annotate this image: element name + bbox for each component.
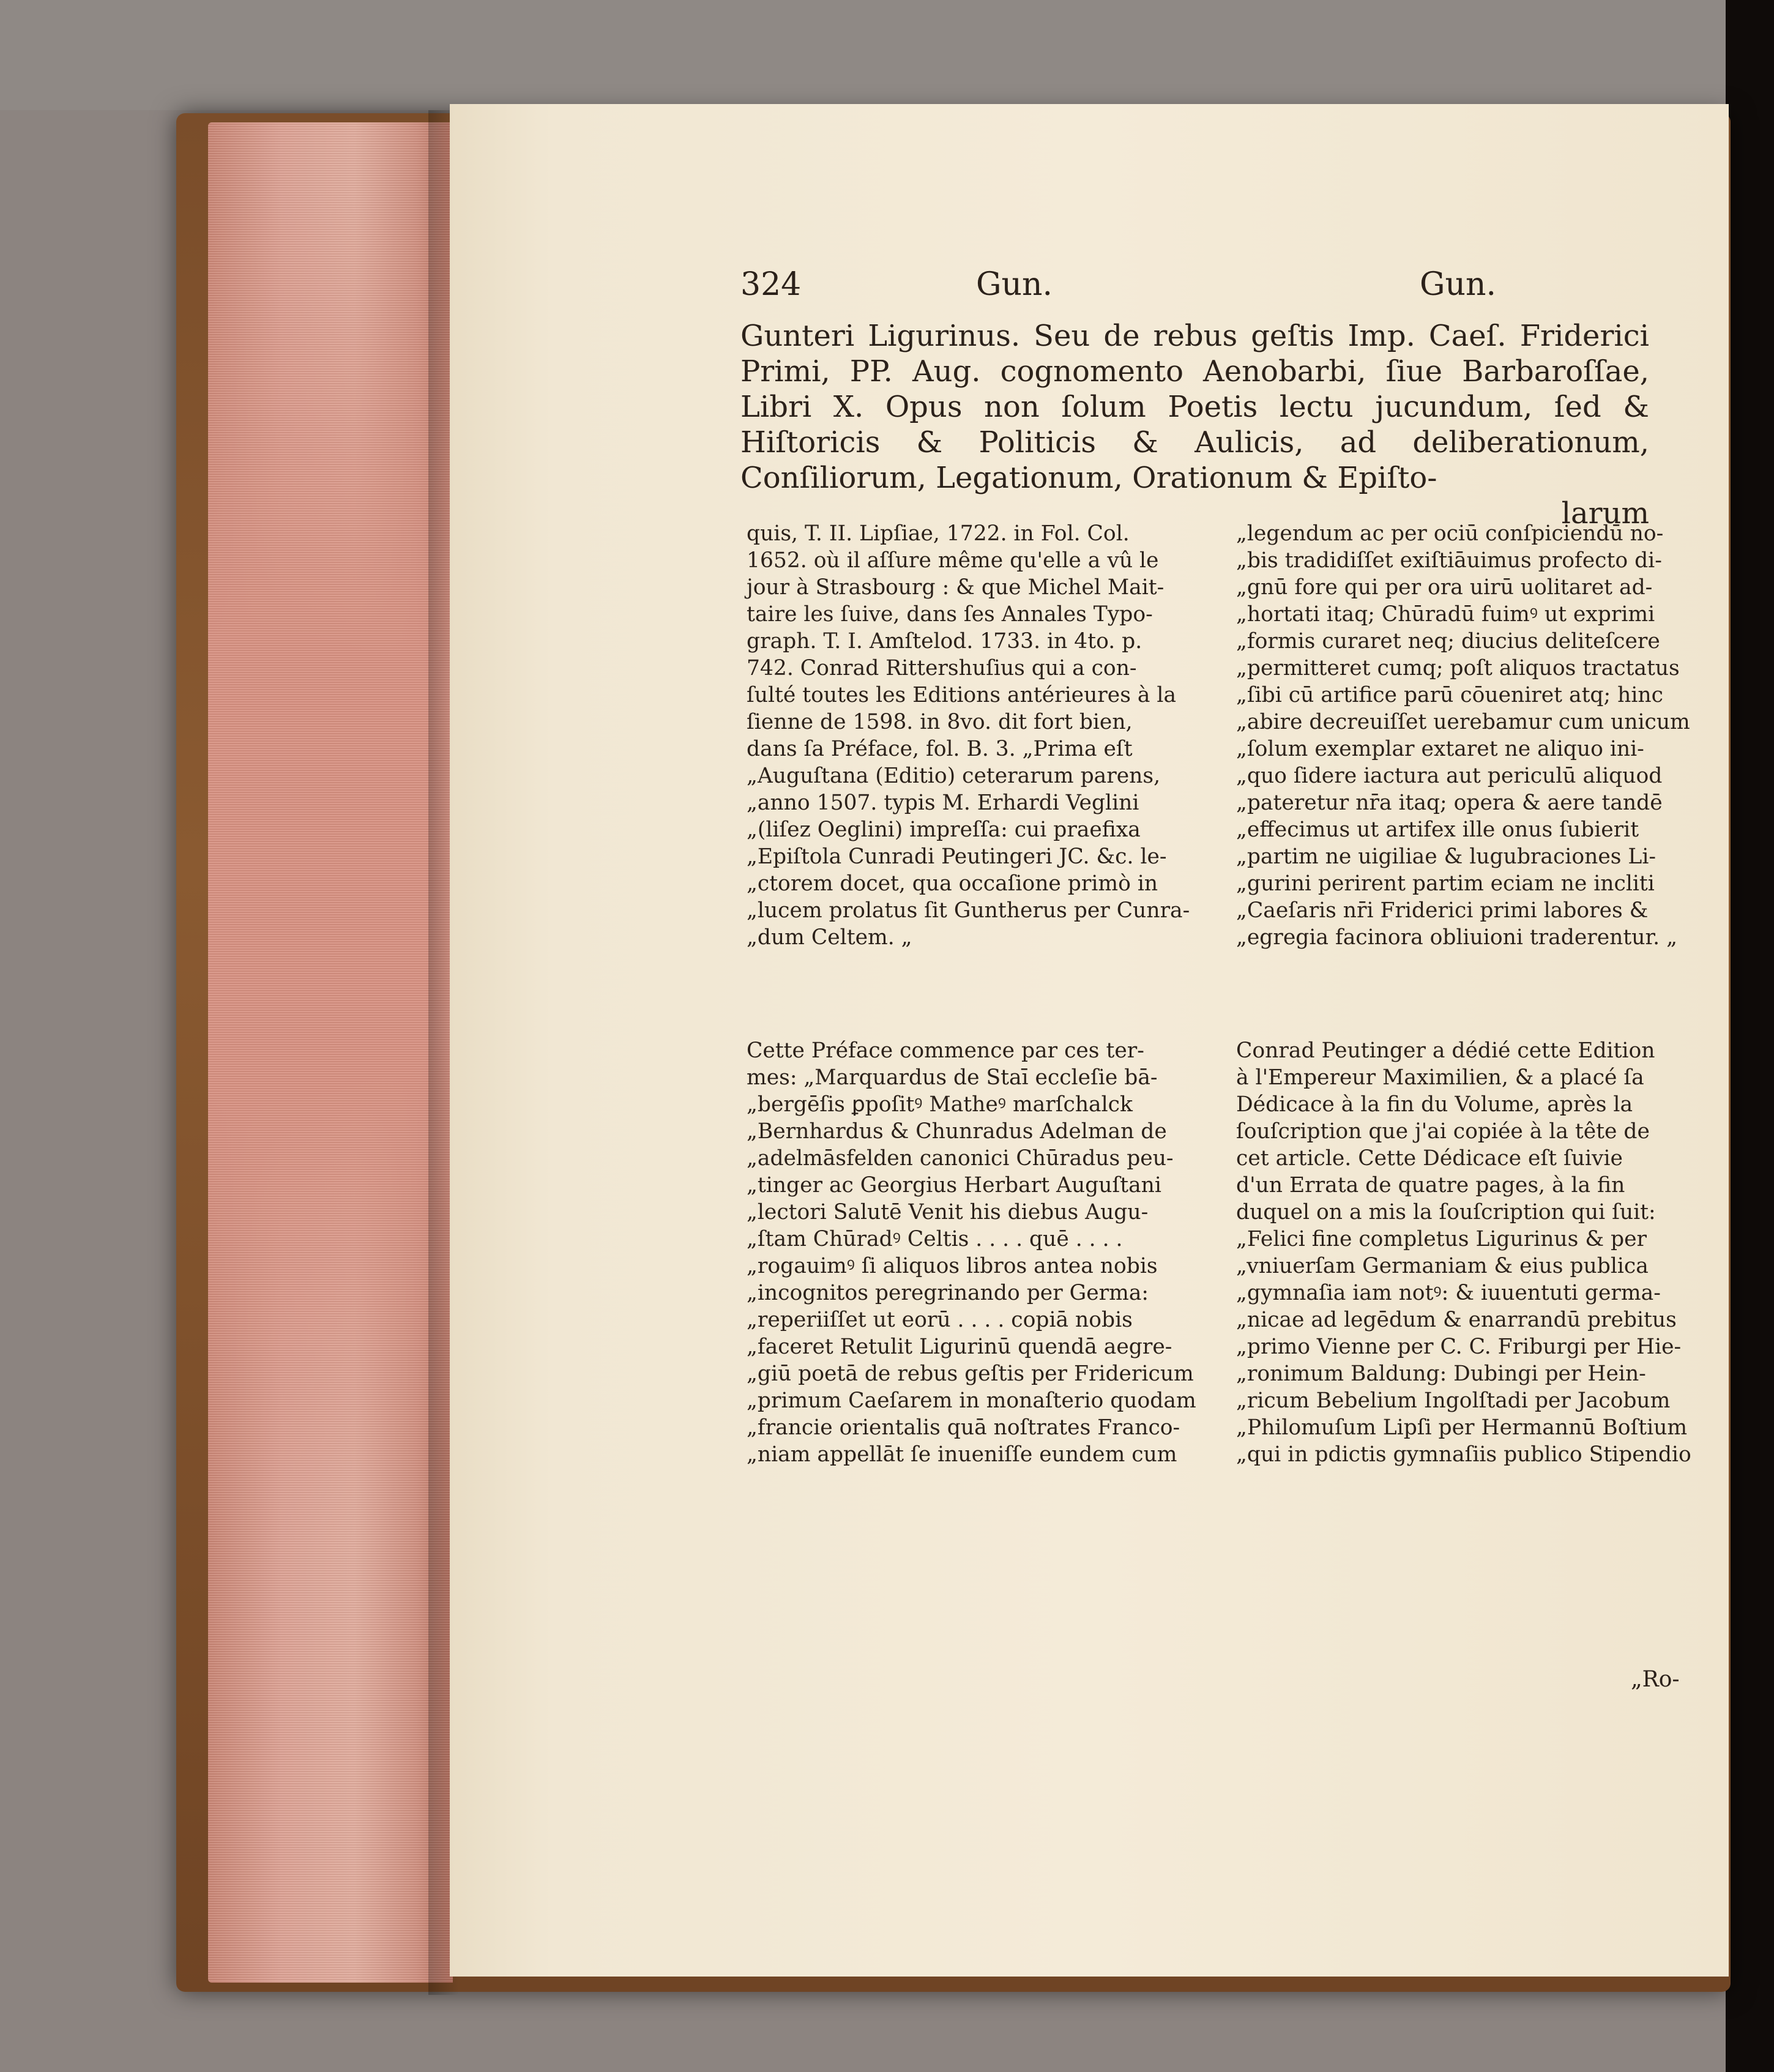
text-line: „qui in pdictis gymnaſiis publico Stipendio [1236, 1442, 1691, 1467]
text-line: „gnū fore qui per ora uirū uolitaret ad- [1236, 575, 1653, 600]
photo-backdrop-top [0, 0, 1774, 110]
text-line: „ſtam Chūradꝰ Celtis . . . . quē . . . . [747, 1227, 1123, 1251]
text-line: „formis curaret neq; diucius deliteſcere [1236, 629, 1660, 654]
text-line: „pateretur nr̄a itaq; opera & aere tandē [1236, 791, 1663, 815]
entry-title-line: Gunteri Ligurinus. Seu de rebus geſtis Imp. Caeſ. Friderici Primi, [740, 319, 1649, 389]
right-column-top [1236, 520, 1690, 951]
text-line: duquel on a mis la ſouſcription qui ſuit: [1236, 1200, 1656, 1224]
text-line: „tinger ac Georgius Herbart Auguſtani [747, 1173, 1161, 1198]
text-line: „primo Vienne per C. C. Friburgi per Hie- [1236, 1335, 1682, 1359]
entry-title-line: ad deliberationum, Conſiliorum, Legationum, Orationum & Epiſto- [740, 425, 1649, 495]
text-line: „bis tradidiſſet exiſtiāuimus profecto di- [1236, 548, 1662, 573]
text-line: „reperiiſſet ut eorū . . . . copiā nobis [747, 1308, 1133, 1332]
text-line: „rogauimꝰ ſi aliquos libros antea nobis [747, 1254, 1158, 1278]
text-line: „adelmāsfelden canonici Chūradus peu- [747, 1146, 1174, 1171]
entry-title-line: ſolum Poetis lectu jucundum, ſed & Hiſtoricis & Politicis & Aulicis, [740, 390, 1649, 460]
text-line: „legendum ac per ociū conſpiciendū no- [1236, 521, 1664, 546]
text-line: „francie orientalis quā noſtrates Franco- [747, 1415, 1180, 1440]
text-line: Conrad Peutinger a dédié cette Edition [1236, 1038, 1655, 1063]
text-line: jour à Strasbourg : & que Michel Mait- [747, 575, 1165, 600]
text-line: „partim ne uigiliae & lugubraciones Li- [1236, 844, 1657, 869]
text-line: „bergēſis ꝑpoſitꝰ Matheꝰ marſchalck [747, 1092, 1133, 1117]
text-line: „gymnaſia iam notꝰ: & iuuentuti germa- [1236, 1281, 1661, 1305]
text-line: ſienne de 1598. in 8vo. dit fort bien, [747, 710, 1133, 734]
text-line: mes: „Marquardus de Staī eccleſie bā- [747, 1065, 1158, 1090]
photo-backdrop-right [1726, 0, 1774, 2072]
text-line: „anno 1507. typis M. Erhardi Veglini [747, 791, 1139, 815]
text-line: „ſolum exemplar extaret ne aliquo ini- [1236, 737, 1644, 761]
page-number: 324 [740, 266, 802, 303]
entry-title-line: PP. Aug. cognomento Aenobarbi, ſiue Barbaroſſae, Libri X. Opus non [740, 354, 1649, 424]
text-line: „(liſez Oeglini) impreſſa: cui praefixa [747, 818, 1141, 842]
catchword: „Ro- [1631, 1667, 1680, 1692]
text-line: „abire decreuiſſet uerebamur cum unicum [1236, 710, 1690, 734]
text-line: „permitteret cumq; poſt aliquos tractatus [1236, 656, 1680, 680]
running-head-left: Gun. [976, 266, 1053, 303]
text-line: „hortati itaq; Chūradū fuimꝰ ut exprimi [1236, 602, 1655, 627]
text-line: Dédicace à la fin du Volume, après la [1236, 1092, 1633, 1117]
entry-title [740, 318, 1649, 531]
text-line: cet article. Cette Dédicace eſt ſuivie [1236, 1146, 1623, 1171]
text-line: „giū poetā de rebus geſtis per Fridericum [747, 1362, 1194, 1386]
text-line: „quo ſidere iactura aut periculū aliquod [1236, 764, 1663, 788]
text-line: „ſibi cū artifice parū cōueniret atq; hinc [1236, 683, 1663, 707]
right-column-bottom [1236, 1037, 1691, 1468]
text-line: „Felici fine completus Ligurinus & per [1236, 1227, 1647, 1251]
text-line: „ronimum Baldung: Dubingi per Hein- [1236, 1362, 1646, 1386]
text-line: „gurini perirent partim eciam ne incliti [1236, 871, 1655, 896]
text-line: „Epiſtola Cunradi Peutingeri JC. &c. le- [747, 844, 1167, 869]
text-line: „ctorem docet, qua occaſione primò in [747, 871, 1158, 896]
text-line: „Philomuſum Lipſi per Hermannū Boſtium [1236, 1415, 1688, 1440]
text-line: „vniuerſam Germaniam & eius publica [1236, 1254, 1649, 1278]
left-column-top [747, 520, 1190, 951]
text-line: „nicae ad legēdum & enarrandū prebitus [1236, 1308, 1677, 1332]
text-line: „Caeſaris nr̄i Friderici primi labores & [1236, 898, 1649, 923]
text-line: ſulté toutes les Editions antérieures à la [747, 683, 1177, 707]
text-line: „egregia facinora obliuioni traderentur. „ [1236, 925, 1677, 950]
text-line: 742. Conrad Rittershuſius qui a con- [747, 656, 1137, 680]
text-line: „Auguſtana (Editio) ceterarum parens, [747, 764, 1161, 788]
text-line: quis, T. II. Lipſiae, 1722. in Fol. Col. [747, 521, 1130, 546]
text-line: „Bernhardus & Chunradus Adelman de [747, 1119, 1167, 1144]
text-line: „niam appellāt ſe inueniſſe eundem cum [747, 1442, 1177, 1467]
text-line: graph. T. I. Amſtelod. 1733. in 4to. p. [747, 629, 1142, 654]
left-column-bottom [747, 1037, 1196, 1468]
text-line: „faceret Retulit Ligurinū quendā aegre- [747, 1335, 1172, 1359]
text-line: „dum Celtem. „ [747, 925, 912, 950]
text-line: „lectori Salutē Venit his diebus Augu- [747, 1200, 1149, 1224]
entry-title-line: larum [1561, 496, 1649, 531]
text-line: „incognitos peregrinando per Germa: [747, 1281, 1149, 1305]
text-line: Cette Préface commence par ces ter- [747, 1038, 1144, 1063]
text-line: „lucem prolatus ſit Guntherus per Cunra- [747, 898, 1190, 923]
text-line: d'un Errata de quatre pages, à la fin [1236, 1173, 1625, 1198]
text-line: à l'Empereur Maximilien, & a placé ſa [1236, 1065, 1644, 1090]
page-edges [208, 122, 453, 1983]
text-line: 1652. où il aſſure même qu'elle a vû le [747, 548, 1159, 573]
text-line: „effecimus ut artifex ille onus ſubierit [1236, 818, 1639, 842]
text-line: ſouſcription que j'ai copiée à la tête de [1236, 1119, 1650, 1144]
running-head-right: Gun. [1420, 266, 1497, 303]
text-line: taire les ſuive, dans ſes Annales Typo- [747, 602, 1153, 627]
text-line: dans ſa Préface, fol. B. 3. „Prima eſt [747, 737, 1133, 761]
text-line: „ricum Bebelium Ingolſtadi per Jacobum [1236, 1388, 1671, 1413]
book-page [450, 104, 1729, 1977]
text-line: „primum Caeſarem in monaſterio quodam [747, 1388, 1196, 1413]
